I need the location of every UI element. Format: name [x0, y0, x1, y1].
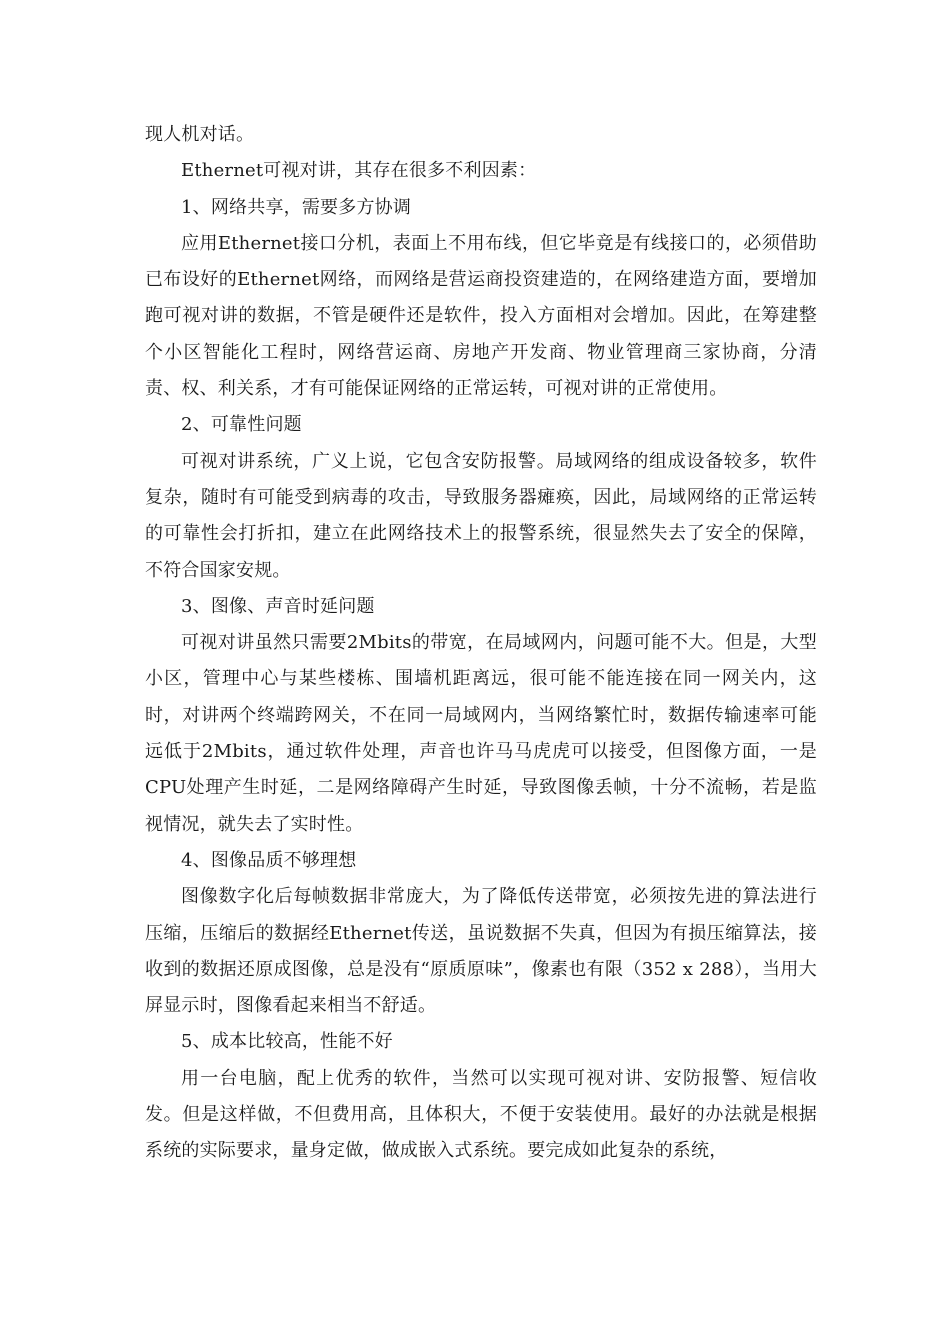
paragraph-intro: Ethernet可视对讲，其存在很多不利因素：	[181, 160, 537, 182]
section-heading-4: 4、图像品质不够理想	[181, 849, 357, 871]
paragraph-network-sharing: 应用Ethernet接口分机，表面上不用布线，但它毕竟是有线接口的，必须借助已布设好的Ethernet网络，而网络是营运商投资建造的，在网络建造方面，要增加跑可视对讲的数据，不管是硬件还是软件，投入方面相对会增加。因此，在筹建整个小区智能化工程时，网络营运商、房地产开发商、物业管理商三家协商，分清责、权、利关系，才有可能保证网络的正常运转，可视对讲的正常使用。	[145, 232, 817, 400]
paragraph-latency: 可视对讲虽然只需要2Mbits的带宽，在局域网内，问题可能不大。但是，大型小区，管理中心与某些楼栋、围墙机距离远，很可能不能连接在同一网关内，这时，对讲两个终端跨网关，不在同一局域网内，当网络繁忙时，数据传输速率可能远低于2Mbits，通过软件处理，声音也许马马虎虎可以接受，但图像方面，一是CPU处理产生时延，二是网络障碍产生时延，导致图像丢帧，十分不流畅，若是监视情况，就失去了实时性。	[145, 632, 817, 835]
paragraph-continuation: 现人机对话。	[145, 124, 255, 145]
paragraph-reliability: 可视对讲系统，广义上说，它包含安防报警。局域网络的组成设备较多，软件复杂，随时有可能受到病毒的攻击，导致服务器瘫痪，因此，局域网络的正常运转的可靠性会打折扣，建立在此网络技术上的报警系统，很显然失去了安全的保障，不符合国家安规。	[145, 450, 817, 581]
section-heading-3: 3、图像、声音时延问题	[181, 595, 375, 617]
document-body	[145, 117, 817, 1170]
section-heading-5: 5、成本比较高，性能不好	[181, 1031, 393, 1053]
paragraph-image-quality: 图像数字化后每帧数据非常庞大，为了降低传送带宽，必须按先进的算法进行压缩，压缩后的数据经Ethernet传送，虽说数据不失真，但因为有损压缩算法，接收到的数据还原成图像，总是没有“原质原味”，像素也有限（352 x 288），当用大屏显示时，图像看起来相当不舒适。	[145, 886, 817, 1017]
paragraph-cost: 用一台电脑，配上优秀的软件，当然可以实现可视对讲、安防报警、短信收发。但是这样做，不但费用高，且体积大，不便于安装使用。最好的办法就是根据系统的实际要求，量身定做，做成嵌入式系统。要完成如此复杂的系统，	[145, 1067, 817, 1162]
section-heading-2: 2、可靠性问题	[181, 414, 302, 436]
section-heading-1: 1、网络共享，需要多方协调	[181, 196, 412, 218]
